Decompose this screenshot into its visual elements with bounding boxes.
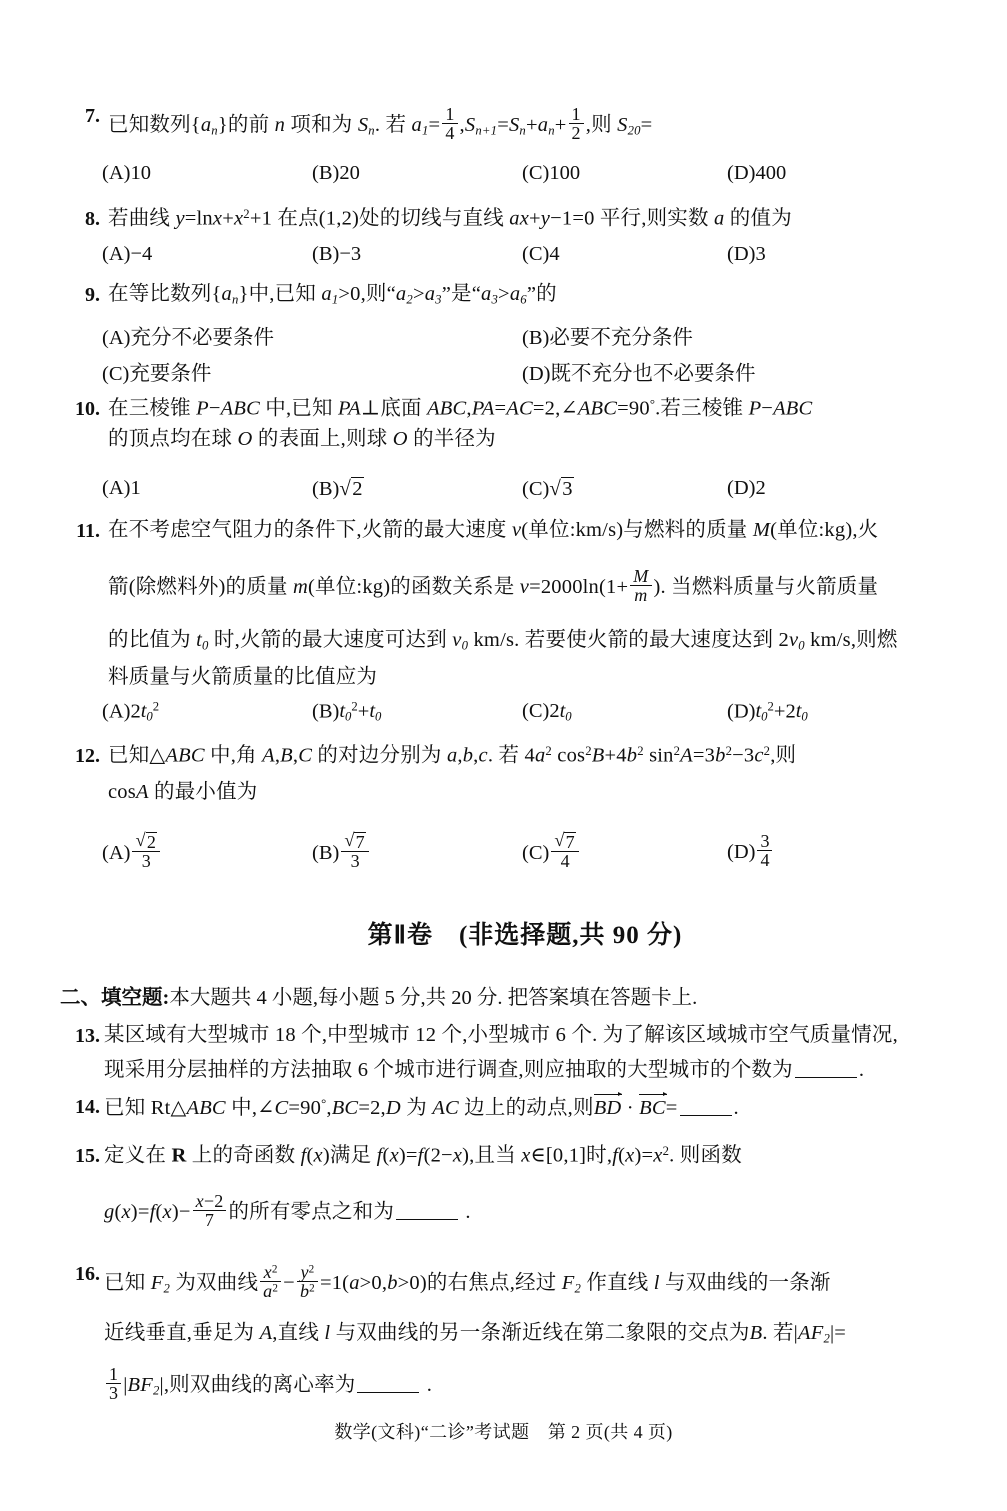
option-d[interactable]: (D)3 <box>727 243 766 265</box>
answer-blank[interactable] <box>357 1392 419 1393</box>
question-number: 12. <box>75 745 100 767</box>
question-9-options-row2 <box>60 356 990 390</box>
option-b[interactable]: (B) √ 2 <box>312 477 364 501</box>
question-7-options <box>60 162 990 196</box>
question-stem-line-2: cosA 的最小值为 <box>108 780 258 803</box>
question-number: 11. <box>76 520 100 542</box>
question-number: 7. <box>85 105 100 127</box>
question-8-options <box>60 243 990 277</box>
option-a[interactable]: $(A)2t_0^2$ <box>102 700 160 724</box>
question-stem: 已知数列$\{a_n\}$的前 n 项和为 $S_n$. 若 $a_1=$ $\frac{1}{4}$ $,S_{n+1}=S_n+a_n+$ $\frac{1}{2}$ ,则 $S_{20}=$ <box>108 104 653 144</box>
question-number: 15. <box>75 1145 100 1167</box>
question-stem-line-2: 箭(除燃料外)的质量 m(单位:kg)的函数关系是 v=2000ln(1+ $\frac{M}{m}$ ). 当燃料质量与火箭质量 <box>108 565 879 605</box>
question-13 <box>60 1025 990 1080</box>
volume-2-header: 第Ⅱ卷 (非选择题,共 90 分) <box>367 922 683 949</box>
question-15 <box>60 1145 990 1230</box>
question-number: 16. <box>75 1263 100 1285</box>
question-16 <box>60 1263 990 1403</box>
option-b[interactable]: $(B)t_0^2+t_0$ <box>312 700 382 724</box>
option-c[interactable]: (C)充要条件 <box>102 363 212 385</box>
option-b[interactable]: (B)必要不充分条件 <box>522 327 693 349</box>
question-stem-line-2: 现采用分层抽样的方法抽取 6 个城市进行调查,则应抽取的大型城市的个数为 . <box>104 1058 865 1081</box>
section-2-label: 二、填空题: <box>60 987 170 1009</box>
question-stem-line-1: 定义在 R 上的奇函数 f(x)满足 f(x)=f(2−x),且当 x∈[0,1]时$,f(x)=x^2$. 则函数 <box>104 1144 742 1167</box>
question-number: 8. <box>85 208 100 230</box>
question-9-options-row1 <box>60 320 990 354</box>
question-stem: 在等比数列$\{a_n\}$中,已知 $a_1>0$,则“$a_2>a_3$”是“$a_3>a_6$”的 <box>108 283 557 307</box>
option-a[interactable]: (A)充分不必要条件 <box>102 327 274 349</box>
question-stem-line-1: 已知△ABC 中,角 A,B,C 的对边分别为 a,b,c. 若 $4a^2$ $\cos^2B+4b^2$ $\sin^2A=3b^2-3c^2$,则 <box>108 744 797 767</box>
option-d[interactable]: (D)既不充分也不必要条件 <box>522 363 756 385</box>
question-stem: 已知 Rt△ABC 中,∠C=90°,BC=2,D 为 AC 边上的动点,则BD · BC= . <box>104 1096 739 1119</box>
option-d[interactable]: (D) $\frac{3}{4}$ <box>727 832 774 870</box>
option-a[interactable]: (A) √ $\frac{2}{3}$ <box>102 832 162 871</box>
question-number: 10. <box>75 398 100 420</box>
question-14 <box>60 1096 990 1119</box>
question-8 <box>60 208 990 229</box>
question-stem-line-3: 的比值为 $t_0$ 时,火箭的最大速度可达到 $v_0$ km/s. 若要使火箭的最大速度达到 $2v_0$ km/s,则燃 <box>108 629 898 653</box>
question-stem-line-2: 近线垂直,垂足为 A,直线 l 与双曲线的另一条渐近线在第二象限的交点为B. 若$|AF_2|=$ <box>104 1321 847 1346</box>
question-number: 9. <box>85 284 100 306</box>
page-footer: 数学(文科)“二诊”考试题 第 2 页(共 4 页) <box>334 1422 673 1442</box>
question-10 <box>60 398 990 449</box>
option-c[interactable]: (C) √ 3 <box>522 477 574 501</box>
question-number: 14. <box>75 1096 100 1118</box>
answer-blank[interactable] <box>680 1115 732 1116</box>
question-stem: 若曲线 $y=\ln x+x^2+1$ 在点(1,2)处的切线与直线 ax+y−1=0 平行,则实数 a 的值为 <box>108 207 792 230</box>
option-d[interactable]: $(D)t_0^2+2t_0$ <box>727 700 808 724</box>
question-number: 13. <box>75 1025 100 1047</box>
option-b[interactable]: (B)20 <box>312 162 360 184</box>
question-stem-line-3: $\frac{1}{3}$ $|BF_2|$,则双曲线的离心率为 . <box>104 1365 990 1403</box>
option-d[interactable]: (D)2 <box>727 477 766 499</box>
option-d[interactable]: (D)400 <box>727 162 787 184</box>
option-c[interactable]: (C)4 <box>522 243 560 265</box>
answer-blank[interactable] <box>795 1077 857 1078</box>
question-stem-line-2: g(x)=f(x)− $\frac{x-2}{7}$ 的所有零点之和为 . <box>104 1190 471 1231</box>
section-2-header <box>60 980 990 1010</box>
question-stem-line-4: 料质量与火箭质量的比值应为 <box>108 665 378 688</box>
option-a[interactable]: (A)−4 <box>102 243 153 265</box>
question-12-options <box>60 831 990 872</box>
section-2-instruction: 本大题共 4 小题,每小题 5 分,共 20 分. 把答案填在答题卡上. <box>169 987 698 1009</box>
option-b[interactable]: (B)−3 <box>312 243 362 265</box>
question-stem-line-1: 已知 $F_2$ 为双曲线 $\frac{x^2}{a^2}$ − $\frac{y^2}{b^2}$ =1(a>0,b>0)的右焦点,经过 $F_2$ 作直线 l 与双曲线的一条渐 <box>104 1262 831 1302</box>
question-stem-line-1: 某区域有大型城市 18 个,中型城市 12 个,小型城市 6 个. 为了解该区域城市空气质量情况, <box>104 1024 898 1046</box>
option-b[interactable]: (B) √ $\frac{7}{3}$ <box>312 832 371 871</box>
answer-blank[interactable] <box>396 1219 458 1220</box>
option-c[interactable]: $(C)2t_0$ <box>522 700 572 724</box>
question-10-options <box>60 477 990 511</box>
question-stem-line-1: 在不考虑空气阻力的条件下,火箭的最大速度 v(单位:km/s)与燃料的质量 M(单位:kg),火 <box>108 519 879 541</box>
option-a[interactable]: (A)10 <box>102 162 151 184</box>
question-stem-line-2: 的顶点均在球 O 的表面上,则球 O 的半径为 <box>108 427 496 450</box>
option-a[interactable]: (A)1 <box>102 477 141 499</box>
question-9 <box>60 284 990 306</box>
question-7 <box>60 105 990 143</box>
option-c[interactable]: (C) √ $\frac{7}{4}$ <box>522 832 581 871</box>
question-12 <box>60 745 990 802</box>
question-11 <box>60 520 990 687</box>
option-c[interactable]: (C)100 <box>522 162 581 184</box>
question-stem-line-1: 在三棱锥 P−ABC 中,已知 PA⊥底面 ABC,PA=AC=2,∠ABC=90°.若三棱锥 P−ABC <box>108 397 813 420</box>
question-11-options <box>60 700 990 734</box>
